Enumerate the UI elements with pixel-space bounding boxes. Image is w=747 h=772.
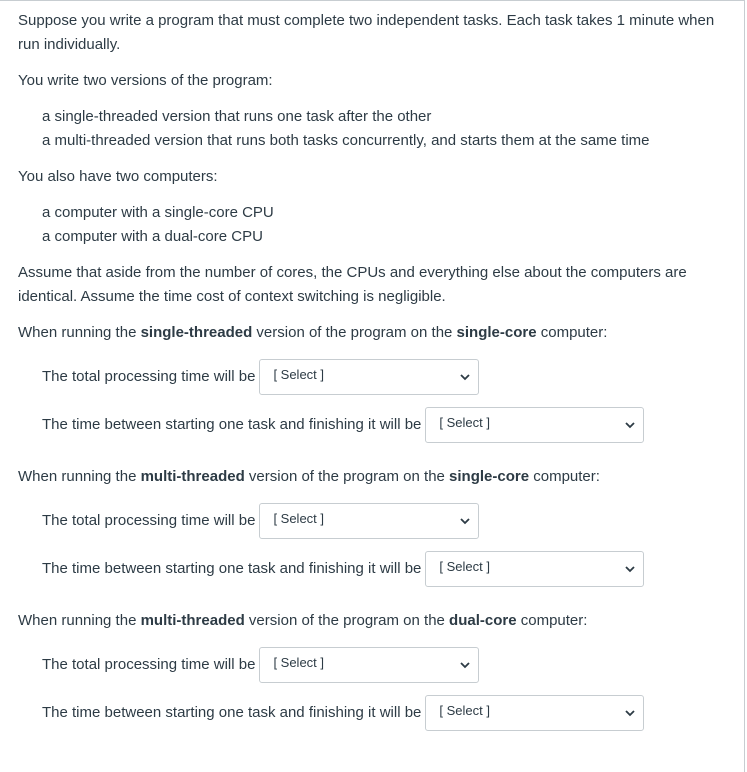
chevron-down-icon: [625, 421, 635, 429]
chevron-down-icon: [625, 565, 635, 573]
question-row-total: [42, 502, 479, 540]
heading-text: When running the: [18, 468, 141, 485]
question-label: The total processing time will be: [42, 512, 256, 529]
answer-select[interactable]: [259, 647, 479, 683]
heading-emphasis: single-core: [449, 468, 530, 485]
intro-text: Suppose you write a program that must complete two independent tasks. Each task takes 1 minute when run individually.: [18, 12, 715, 53]
answer-select[interactable]: [259, 359, 479, 395]
heading-text: When running the: [18, 324, 141, 341]
select-placeholder: [ Select ]: [273, 511, 325, 526]
versions-intro: You write two versions of the program:: [18, 72, 273, 89]
heading-text: When running the: [18, 612, 141, 629]
computers-list: [42, 201, 274, 249]
answer-select[interactable]: [425, 407, 644, 443]
heading-text: version of the program on the: [252, 324, 457, 341]
list-item: a single-threaded version that runs one task after the other: [42, 108, 432, 125]
heading-text: computer:: [536, 324, 608, 341]
assumption-text: Assume that aside from the number of cores, the CPUs and everything else about the computers are identical. Assume the time cost of context switching is negligible.: [18, 264, 687, 305]
list-item: a computer with a single-core CPU: [42, 204, 274, 221]
panel-right-border: [744, 0, 745, 772]
question-row-total: [42, 646, 479, 684]
chevron-down-icon: [460, 661, 470, 669]
heading-emphasis: multi-threaded: [140, 612, 245, 629]
question-row-between: [42, 694, 644, 732]
section-heading: [18, 465, 600, 489]
question-row-total: [42, 358, 479, 396]
answer-select[interactable]: [425, 695, 644, 731]
versions-list: [42, 105, 650, 153]
heading-emphasis: multi-threaded: [140, 468, 245, 485]
heading-emphasis: dual-core: [449, 612, 517, 629]
select-placeholder: [ Select ]: [439, 559, 490, 574]
heading-text: computer:: [529, 468, 600, 485]
chevron-down-icon: [460, 517, 470, 525]
heading-text: version of the program on the: [244, 468, 450, 485]
question-label: The total processing time will be: [42, 656, 256, 673]
select-placeholder: [ Select ]: [273, 367, 325, 382]
question-row-between: [42, 550, 644, 588]
section-heading: [18, 321, 607, 345]
heading-emphasis: single-core: [456, 324, 537, 341]
heading-emphasis: single-threaded: [140, 324, 253, 341]
question-label: The time between starting one task and finishing it will be: [42, 560, 422, 577]
heading-text: computer:: [516, 612, 588, 629]
question-label: The total processing time will be: [42, 368, 256, 385]
question-label: The time between starting one task and finishing it will be: [42, 416, 422, 433]
heading-text: version of the program on the: [244, 612, 450, 629]
answer-select[interactable]: [425, 551, 644, 587]
list-item: a computer with a dual-core CPU: [42, 228, 263, 245]
chevron-down-icon: [460, 373, 470, 381]
panel-top-border: [0, 0, 744, 1]
question-label: The time between starting one task and finishing it will be: [42, 704, 422, 721]
select-placeholder: [ Select ]: [273, 655, 325, 670]
select-placeholder: [ Select ]: [439, 415, 490, 430]
list-item: a multi-threaded version that runs both tasks concurrently, and starts them at the same time: [42, 132, 650, 149]
question-row-between: [42, 406, 644, 444]
computers-intro: You also have two computers:: [18, 168, 218, 185]
chevron-down-icon: [625, 709, 635, 717]
answer-select[interactable]: [259, 503, 479, 539]
section-heading: [18, 609, 587, 633]
select-placeholder: [ Select ]: [439, 703, 490, 718]
